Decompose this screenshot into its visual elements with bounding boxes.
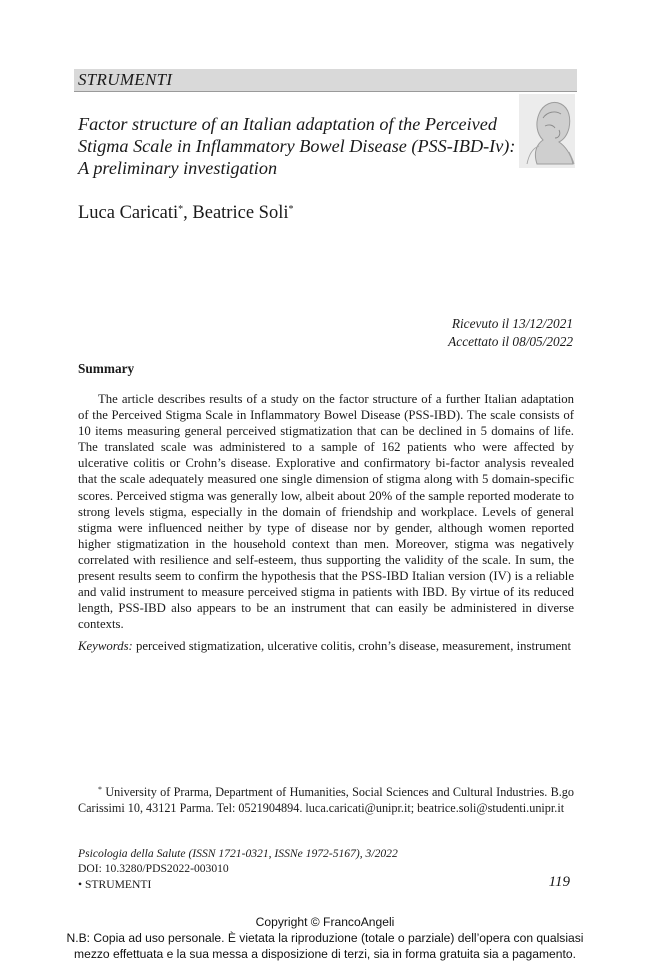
journal-doi: DOI: 10.3280/PDS2022-003010 [78,862,229,876]
author-name: Luca Caricati [78,203,179,223]
journal-portrait-emblem [519,94,575,168]
section-header-band [74,69,577,92]
title-line: A preliminary investigation [78,158,278,178]
received-date: Ricevuto il 13/12/2021 [451,316,573,331]
affiliation-mark: * [178,204,184,215]
author-name: Beatrice Soli [192,203,289,223]
copyright-line: N.B: Copia ad uso personale. È vietata la riproduzione (totale o parziale) dell’opera con qualsiasi [66,931,584,945]
submission-dates [273,315,573,351]
keywords [78,638,574,654]
journal-section: • STRUMENTI [78,877,152,891]
author-separator: , [183,203,193,223]
section-label: STRUMENTI [78,70,173,89]
affiliation-footnote [78,782,574,816]
title-line: Stigma Scale in Inflammatory Bowel Disease (PSS-IBD-Iv): [78,136,516,156]
copyright-notice [0,914,650,962]
copyright-line: mezzo effettuata e la sua messa a disposizione di terzi, sia in forma gratuita sia a pagamento. [74,947,576,961]
footnote-mark: * [98,785,102,794]
copyright-line: Copyright © FrancoAngeli [255,915,395,929]
footnote-text: University of Prarma, Department of Humanities, Social Sciences and Cultural Industries. B.go Carissimi 10, 43121 Parma. Tel: 0521904894. luca.caricati@unipr.it; beatrice.soli@studenti.unipr.it [78,785,574,815]
affiliation-mark: * [288,204,294,215]
summary-heading: Summary [78,361,135,376]
page-number: 119 [548,873,570,890]
article-title [78,113,518,179]
accepted-date: Accettato il 08/05/2022 [448,334,573,349]
keywords-label: Keywords: [78,639,133,653]
keywords-text: perceived stigmatization, ulcerative colitis, crohn’s disease, measurement, instrument [135,639,572,653]
title-line: Factor structure of an Italian adaptation of the Perceived [78,114,497,134]
abstract-text: The article describes results of a study on the factor structure of a further Italian adaptation of the Perceived Stigma Scale in Inflammatory Bowel Disease (PSS-IBD). The scale consists of 10 items measuring general perceived stigmatization that can be declined in 5 domains of life. The translated scale was administered to a sample of 162 patients who were affected by ulcerative colitis or Crohn’s disease. Explorative and confirmatory bi-factor analysis revealed that the scale adequately measured one single dimension of stigma along with 5 domain-specific scores. Perceived stigma was generally low, albeit about 20% of the sample reported moderate to strong levels stigma, especially in the domain of friendship and workplace. Levels of general stigma were influenced neither by type of disease nor by gender, although women reported higher stigmatization in the household context than men. Moreover, stigma was negatively correlated with resilience and self-esteem, thus supporting the validity of the scale. In sum, the present results seem to confirm the hypothesis that the PSS-IBD Italian version (IV) is a reliable and valid instrument to measure perceived stigma in patients with IBD. By virtue of its reduced length, PSS-IBD also appears to be an instrument that can easily be administered in diverse contexts. [78,392,574,632]
journal-citation: Psicologia della Salute (ISSN 1721-0321, ISSNe 1972-5167), 3/2022 [78,847,398,860]
author-list [78,199,508,224]
journal-info [78,846,574,893]
